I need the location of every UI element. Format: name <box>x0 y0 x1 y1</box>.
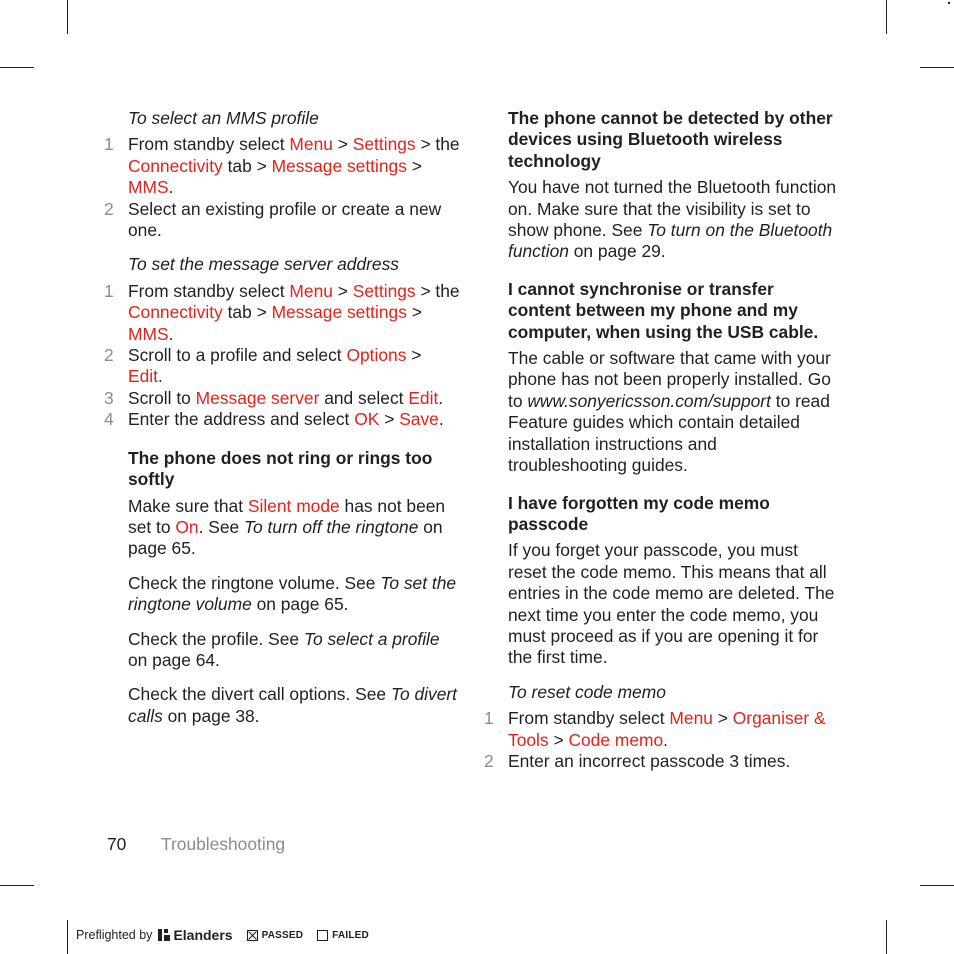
step-text <box>508 708 840 751</box>
crop-mark <box>0 67 34 68</box>
page-footer <box>107 834 285 855</box>
left-column <box>104 108 460 727</box>
text: and select <box>319 387 409 408</box>
cross-reference: To set the ringtone volume <box>128 572 457 615</box>
step-item <box>104 281 460 345</box>
step-item <box>104 388 460 409</box>
menu-link-options: Options <box>346 345 407 366</box>
paragraph: If you forget your passcode, you must reset the code memo. This means that all entries in the code memo are deleted. The next time you enter the code memo, you must proceed as if you are opening it for the first time. <box>508 540 835 668</box>
crop-mark <box>0 885 34 886</box>
menu-link-message-settings: Message settings <box>271 302 407 323</box>
crop-mark <box>886 920 887 954</box>
text: on page 65. <box>251 594 349 615</box>
step-item <box>484 708 840 751</box>
menu-link-connectivity: Connectivity <box>128 155 223 176</box>
text: The cable or software that came with your phone has not been properly installed. Go to <box>508 348 831 411</box>
text: Check the divert call options. See <box>128 684 391 705</box>
menu-link-message-settings: Message settings <box>271 155 407 176</box>
crop-mark <box>920 885 954 886</box>
support-url: www.sonyericsson.com/support <box>527 390 771 411</box>
heading-ring: The phone does not ring or rings too softly <box>128 447 433 490</box>
step-item <box>104 199 460 242</box>
step-text <box>128 134 460 198</box>
elanders-logo-icon <box>158 929 170 941</box>
menu-link-menu: Menu <box>289 280 333 301</box>
paragraph <box>104 629 460 672</box>
heading-reset-code-memo: To reset code memo <box>508 681 666 702</box>
text: > <box>332 134 353 155</box>
text: > the <box>415 134 460 155</box>
crop-mark <box>920 67 954 68</box>
menu-link-menu: Menu <box>289 134 333 155</box>
cross-reference: To turn off the ringtone <box>244 516 419 537</box>
cross-reference: To turn on the Bluetooth function <box>508 220 833 262</box>
paragraph <box>104 496 460 560</box>
menu-link-save: Save <box>399 409 439 430</box>
text: has not been set to <box>128 495 446 537</box>
menu-link-mms: MMS <box>128 323 169 344</box>
section-name: Troubleshooting <box>161 834 286 854</box>
text: . See <box>198 516 245 537</box>
step-number: 2 <box>104 198 114 219</box>
heading-passcode: I have forgotten my code memo passcode <box>508 492 770 534</box>
preflight-label: Preflighted by <box>76 928 153 942</box>
step-item <box>484 751 840 772</box>
menu-link-mms: MMS <box>128 177 169 198</box>
text: > <box>406 302 422 323</box>
step-number: 1 <box>484 708 494 729</box>
crop-mark <box>67 0 68 34</box>
steps-message-server <box>104 281 460 431</box>
menu-link-message-server: Message server <box>195 387 320 408</box>
paragraph <box>104 684 460 727</box>
failed-label: FAILED <box>332 929 369 941</box>
text: Check the profile. See <box>128 628 304 649</box>
text: on page 29. <box>568 241 666 262</box>
menu-link-menu: Menu <box>669 708 713 729</box>
menu-link-silent-mode: Silent mode <box>247 495 340 516</box>
heading-mms-profile: To select an MMS profile <box>128 108 319 128</box>
text: > <box>406 155 422 176</box>
paragraph <box>484 177 840 263</box>
text: > <box>406 345 422 366</box>
checked-box-icon <box>247 930 258 941</box>
empty-box-icon <box>317 930 328 941</box>
step-number: 1 <box>104 280 114 301</box>
text: Enter the address and select <box>128 409 355 430</box>
crop-mark <box>948 2 950 4</box>
failed-checkbox <box>317 930 369 941</box>
text: to read Feature guides which contain detailed installation instructions and troubleshooting guides. <box>508 390 830 476</box>
step-item <box>104 345 460 388</box>
text: > the <box>415 280 460 301</box>
step-item <box>104 409 460 430</box>
step-text: Enter an incorrect passcode 3 times. <box>508 750 791 771</box>
menu-link-settings: Settings <box>352 134 416 155</box>
steps-reset-code-memo <box>484 708 840 772</box>
step-number: 1 <box>104 134 114 155</box>
menu-link-settings: Settings <box>352 280 416 301</box>
step-text <box>128 388 460 409</box>
text: From standby select <box>508 708 670 729</box>
crop-mark <box>886 0 887 34</box>
step-number: 3 <box>104 387 114 408</box>
text: . <box>438 387 444 408</box>
heading-bluetooth: The phone cannot be detected by other devices using Bluetooth wireless technology <box>508 108 833 171</box>
step-number: 2 <box>104 345 114 366</box>
text: You have not turned the Bluetooth function on. Make sure that the visibility is set to show phone. See <box>508 177 837 241</box>
menu-link-ok: OK <box>354 409 380 430</box>
text: on page 65. <box>128 516 443 559</box>
brand-name: Elanders <box>173 927 233 943</box>
passed-label: PASSED <box>261 929 304 941</box>
menu-link-edit: Edit <box>408 387 439 408</box>
menu-link-edit: Edit <box>128 366 158 387</box>
text: > <box>332 280 353 301</box>
preflight-stamp <box>76 927 369 943</box>
text: . <box>168 177 174 198</box>
step-text <box>128 345 460 388</box>
cross-reference: To select a profile <box>303 628 440 649</box>
text: > <box>548 729 569 750</box>
step-number: 4 <box>104 409 114 430</box>
step-text <box>128 409 460 430</box>
step-text: Select an existing profile or create a new one. <box>128 198 442 241</box>
text: > <box>379 409 400 430</box>
paragraph <box>104 573 460 616</box>
text: on page 64. <box>128 649 220 670</box>
step-item <box>104 134 460 198</box>
text: From standby select <box>128 280 290 301</box>
menu-link-on: On <box>175 516 199 537</box>
page-number: 70 <box>107 834 127 854</box>
text: on page 38. <box>162 705 260 726</box>
text: . <box>168 323 174 344</box>
text: Scroll to a profile and select <box>128 345 347 366</box>
right-column <box>484 108 840 772</box>
menu-link-organiser-tools: Organiser & Tools <box>508 708 826 750</box>
cross-reference: To divert calls <box>128 684 457 726</box>
heading-message-server: To set the message server address <box>128 254 399 275</box>
text: . <box>157 366 163 387</box>
text: Scroll to <box>128 387 196 408</box>
elanders-logo <box>158 927 232 943</box>
heading-sync: I cannot synchronise or transfer content between my phone and my computer, when using the USB cable. <box>508 278 819 342</box>
text: From standby select <box>128 134 290 155</box>
text: Check the ringtone volume. See <box>128 572 381 593</box>
text: . <box>663 729 669 750</box>
menu-link-connectivity: Connectivity <box>128 302 223 323</box>
text: > <box>712 708 733 729</box>
text: Make sure that <box>128 495 248 516</box>
paragraph <box>484 348 840 476</box>
steps-mms-profile <box>104 134 460 241</box>
text: tab > <box>222 302 272 323</box>
menu-link-code-memo: Code memo <box>568 729 664 750</box>
step-number: 2 <box>484 750 494 771</box>
text: tab > <box>222 155 272 176</box>
crop-mark <box>67 920 68 954</box>
text: . <box>438 409 444 430</box>
passed-checkbox <box>247 930 304 941</box>
step-text <box>128 281 460 345</box>
